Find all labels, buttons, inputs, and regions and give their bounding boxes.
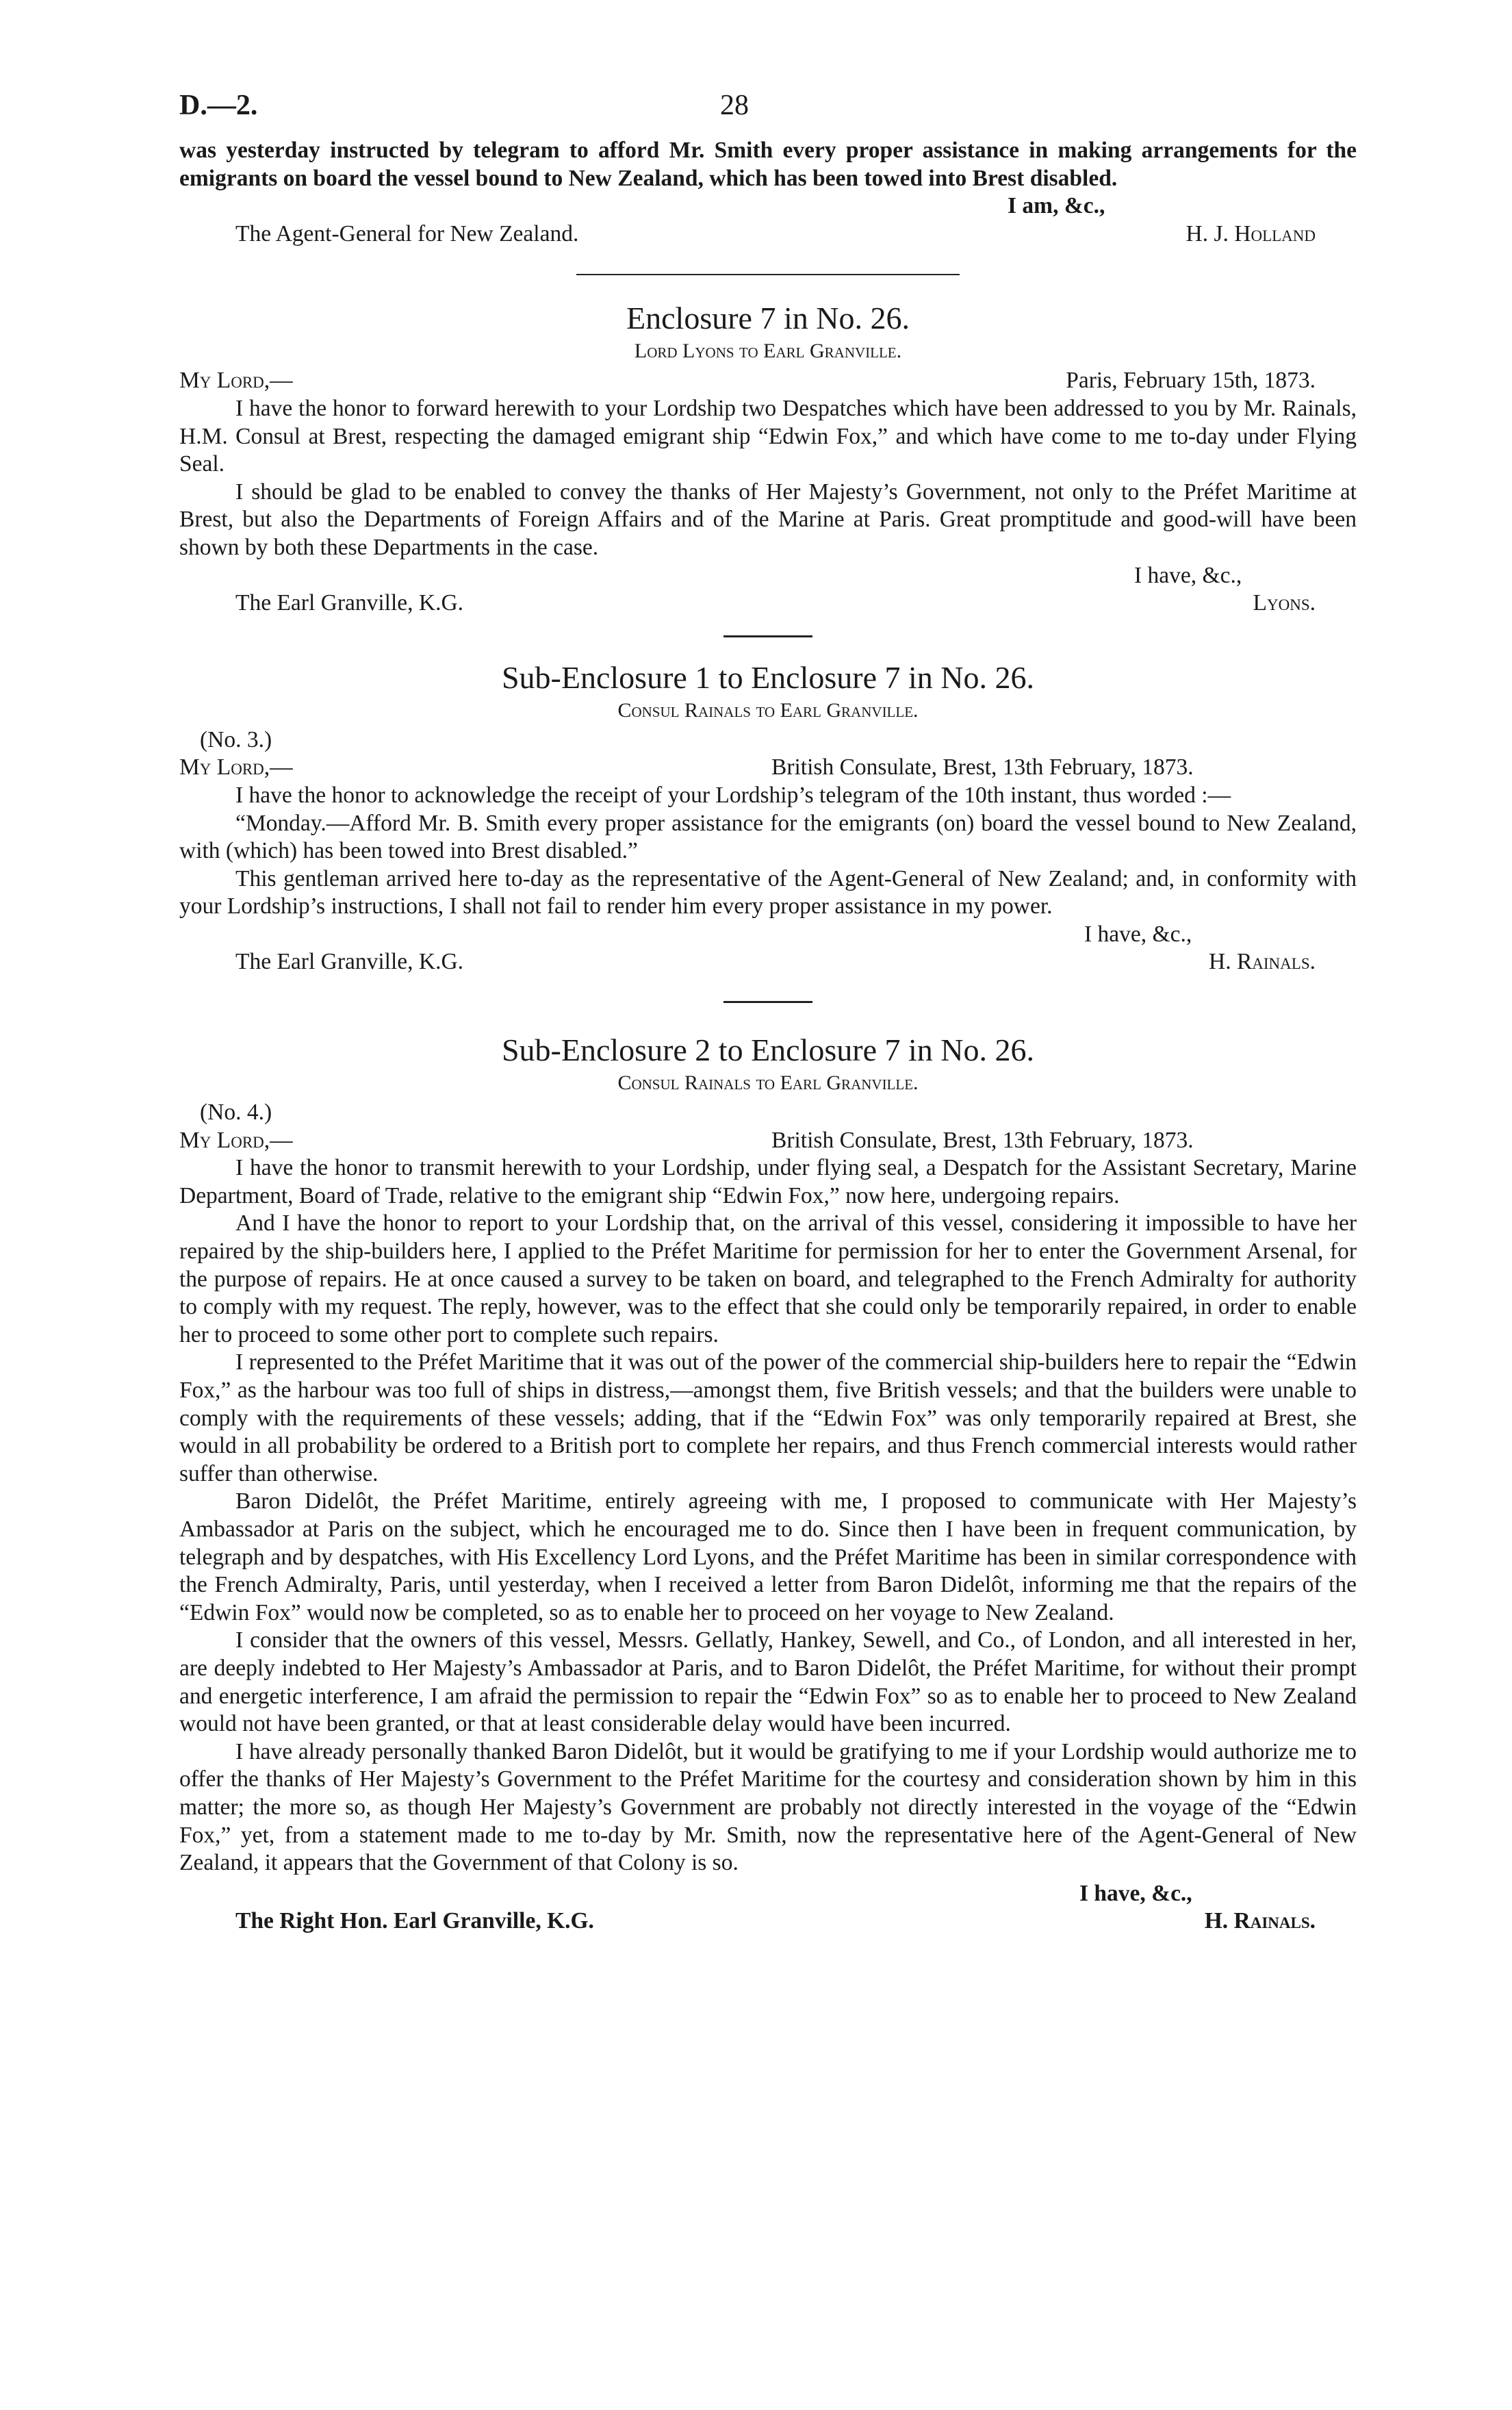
paragraph: And I have the honor to report to your Lordship that, on the arrival of this vessel, considering it impossible to have her repaired by the ship-builders here, I applied to the Préfet Maritime for permission for her to enter the Government Arsenal, for the purpose of repairs. He at once caused a survey to be taken on board, and telegraphed to the French Admiralty for authority to comply with my request. The reply, however, was to the effect that she could only be temporarily repaired, in order to enable her to proceed to some other port to complete such repairs. <box>179 1210 1357 1347</box>
paragraph: This gentleman arrived here to-day as the representative of the Agent-General of New Zealand; and, in conformity with your Lordship’s instructions, I shall not fail to render him every proper assistance in my power. <box>179 865 1357 919</box>
enclosure-subtitle: Lord Lyons to Earl Granville. <box>634 340 902 363</box>
sub-enclosure-2 <box>179 1030 1357 1936</box>
paragraph: I should be glad to be enabled to convey the thanks of Her Majesty’s Government, not only to the Préfet Maritime at Brest, but also the Departments of Foreign Affairs and of the Marine at Paris. Great promptitude and good-will have been shown by both these Departments in the case. <box>179 479 1357 560</box>
section-divider <box>723 635 812 637</box>
salutation-line <box>179 1127 1357 1155</box>
paragraph: I have the honor to forward herewith to your Lordship two Despatches which have been addressed to you by Mr. Rainals, H.M. Consul at Brest, respecting the damaged emigrant ship “Edwin Fox,” and which have come to me to-day under Flying Seal. <box>179 395 1357 477</box>
dateline: British Consulate, Brest, 13th February, 1873. <box>771 754 1194 781</box>
salutation: My Lord,— <box>179 754 293 781</box>
opening-letter-end <box>179 137 1357 248</box>
addressee: The Right Hon. Earl Granville, K.G. <box>235 1908 594 1934</box>
paragraph: was yesterday instructed by telegram to afford Mr. Smith every proper assistance in making arrangements for the emigrants on board the vessel bound to New Zealand, which has been towed into Brest disabled. <box>179 138 1357 191</box>
enclosure-title: Sub-Enclosure 1 to Enclosure 7 in No. 26. <box>501 659 1035 695</box>
addressee: The Agent-General for New Zealand. <box>235 220 579 246</box>
section-divider <box>723 1001 812 1003</box>
signature: H. Rainals. <box>1204 1908 1316 1934</box>
signature-line <box>179 948 1357 976</box>
salutation: My Lord,— <box>179 368 293 394</box>
page-header <box>179 89 1357 137</box>
closing-line <box>179 921 1357 949</box>
paragraph: I have the honor to acknowledge the receipt of your Lordship’s telegram of the 10th instant, thus worded :— <box>235 782 1231 808</box>
signature-line <box>179 589 1357 618</box>
enclosure-title: Sub-Enclosure 2 to Enclosure 7 in No. 26. <box>501 1032 1035 1068</box>
paragraph: I consider that the owners of this vessel, Messrs. Gellatly, Hankey, Sewell, and Co., of London, and all interested in her, are deeply indebted to Her Majesty’s Ambassador at Paris, and to Baron Didelôt, the Préfet Maritime, for without their prompt and energetic interference, I am afraid the permission to repair the “Edwin Fox” so as to enable her to proceed to New Zealand would not have been granted, or that at least considerable delay would have been incurred. <box>179 1627 1357 1737</box>
closing-line <box>179 192 1357 220</box>
signature: H. J. Holland <box>1186 220 1316 246</box>
closing: I have, &c., <box>1134 562 1242 588</box>
despatch-number: (No. 4.) <box>200 1100 272 1126</box>
paragraph: I have the honor to transmit herewith to your Lordship, under flying seal, a Despatch for the Assistant Secretary, Marine Department, Board of Trade, relative to the emigrant ship “Edwin Fox,” now here, undergoing repairs. <box>179 1155 1357 1208</box>
paragraph: Baron Didelôt, the Préfet Maritime, entirely agreeing with me, I proposed to communicate with Her Majesty’s Ambassador at Paris on the subject, which he encouraged me to do. Since then I have been in frequent communication, by telegraph and by despatches, with His Excellency Lord Lyons, and the Préfet Maritime has been in similar correspondence with the French Admiralty, Paris, until yesterday, when I received a letter from Baron Didelôt, informing me that the repairs of the “Edwin Fox” would now be completed, so as to enable her to proceed on her voyage to New Zealand. <box>179 1488 1357 1625</box>
enclosure-subtitle: Consul Rainals to Earl Granville. <box>617 1071 919 1095</box>
page-number: 28 <box>720 90 749 121</box>
signature: Lyons. <box>1253 590 1316 616</box>
enclosure-title: Enclosure 7 in No. 26. <box>626 301 910 336</box>
signature-line <box>179 220 1357 249</box>
document-page <box>179 89 1357 1936</box>
salutation-line <box>179 367 1357 395</box>
closing-line <box>179 562 1357 590</box>
addressee: The Earl Granville, K.G. <box>235 949 464 975</box>
closing-line <box>179 1880 1357 1908</box>
signature-line <box>179 1907 1357 1936</box>
dateline: Paris, February 15th, 1873. <box>1066 368 1316 394</box>
closing: I have, &c., <box>1079 1880 1192 1906</box>
enclosure-subtitle: Consul Rainals to Earl Granville. <box>617 698 919 722</box>
sub-enclosure-1 <box>179 658 1357 976</box>
paragraph: I represented to the Préfet Maritime that it was out of the power of the commercial ship-builders here to repair the “Edwin Fox,” as the harbour was too full of ships in distress,—amongst them, five British vessels; and that the builders were unable to comply with the requirements of these vessels; adding, that if the “Edwin Fox” was only temporarily repaired at Brest, she would in all probability be ordered to a British port to complete her repairs, and thus French commercial interests would rather suffer than otherwise. <box>179 1349 1357 1486</box>
despatch-number: (No. 3.) <box>200 726 272 752</box>
signature: H. Rainals. <box>1209 949 1316 975</box>
salutation-line <box>179 754 1357 782</box>
closing: I am, &c., <box>1008 193 1105 219</box>
section-divider <box>576 274 960 275</box>
document-reference: D.—2. <box>179 90 258 121</box>
enclosure-7 <box>179 299 1357 617</box>
paragraph: “Monday.—Afford Mr. B. Smith every proper assistance for the emigrants (on) board the vessel bound to New Zealand, with (which) has been towed into Brest disabled.” <box>179 810 1357 864</box>
addressee: The Earl Granville, K.G. <box>235 590 464 616</box>
dateline: British Consulate, Brest, 13th February, 1873. <box>771 1127 1194 1153</box>
salutation: My Lord,— <box>179 1127 293 1153</box>
closing: I have, &c., <box>1084 921 1192 947</box>
paragraph: I have already personally thanked Baron Didelôt, but it would be gratifying to me if your Lordship would authorize me to offer the thanks of Her Majesty’s Government to the Préfet Maritime for the courtesy and consideration shown by him in this matter; the more so, as though Her Majesty’s Government are probably not directly interested in the voyage of the “Edwin Fox,” yet, from a statement made to me to-day by Mr. Smith, now the representative here of the Agent-General of New Zealand, it appears that the Government of that Colony is so. <box>179 1738 1357 1876</box>
